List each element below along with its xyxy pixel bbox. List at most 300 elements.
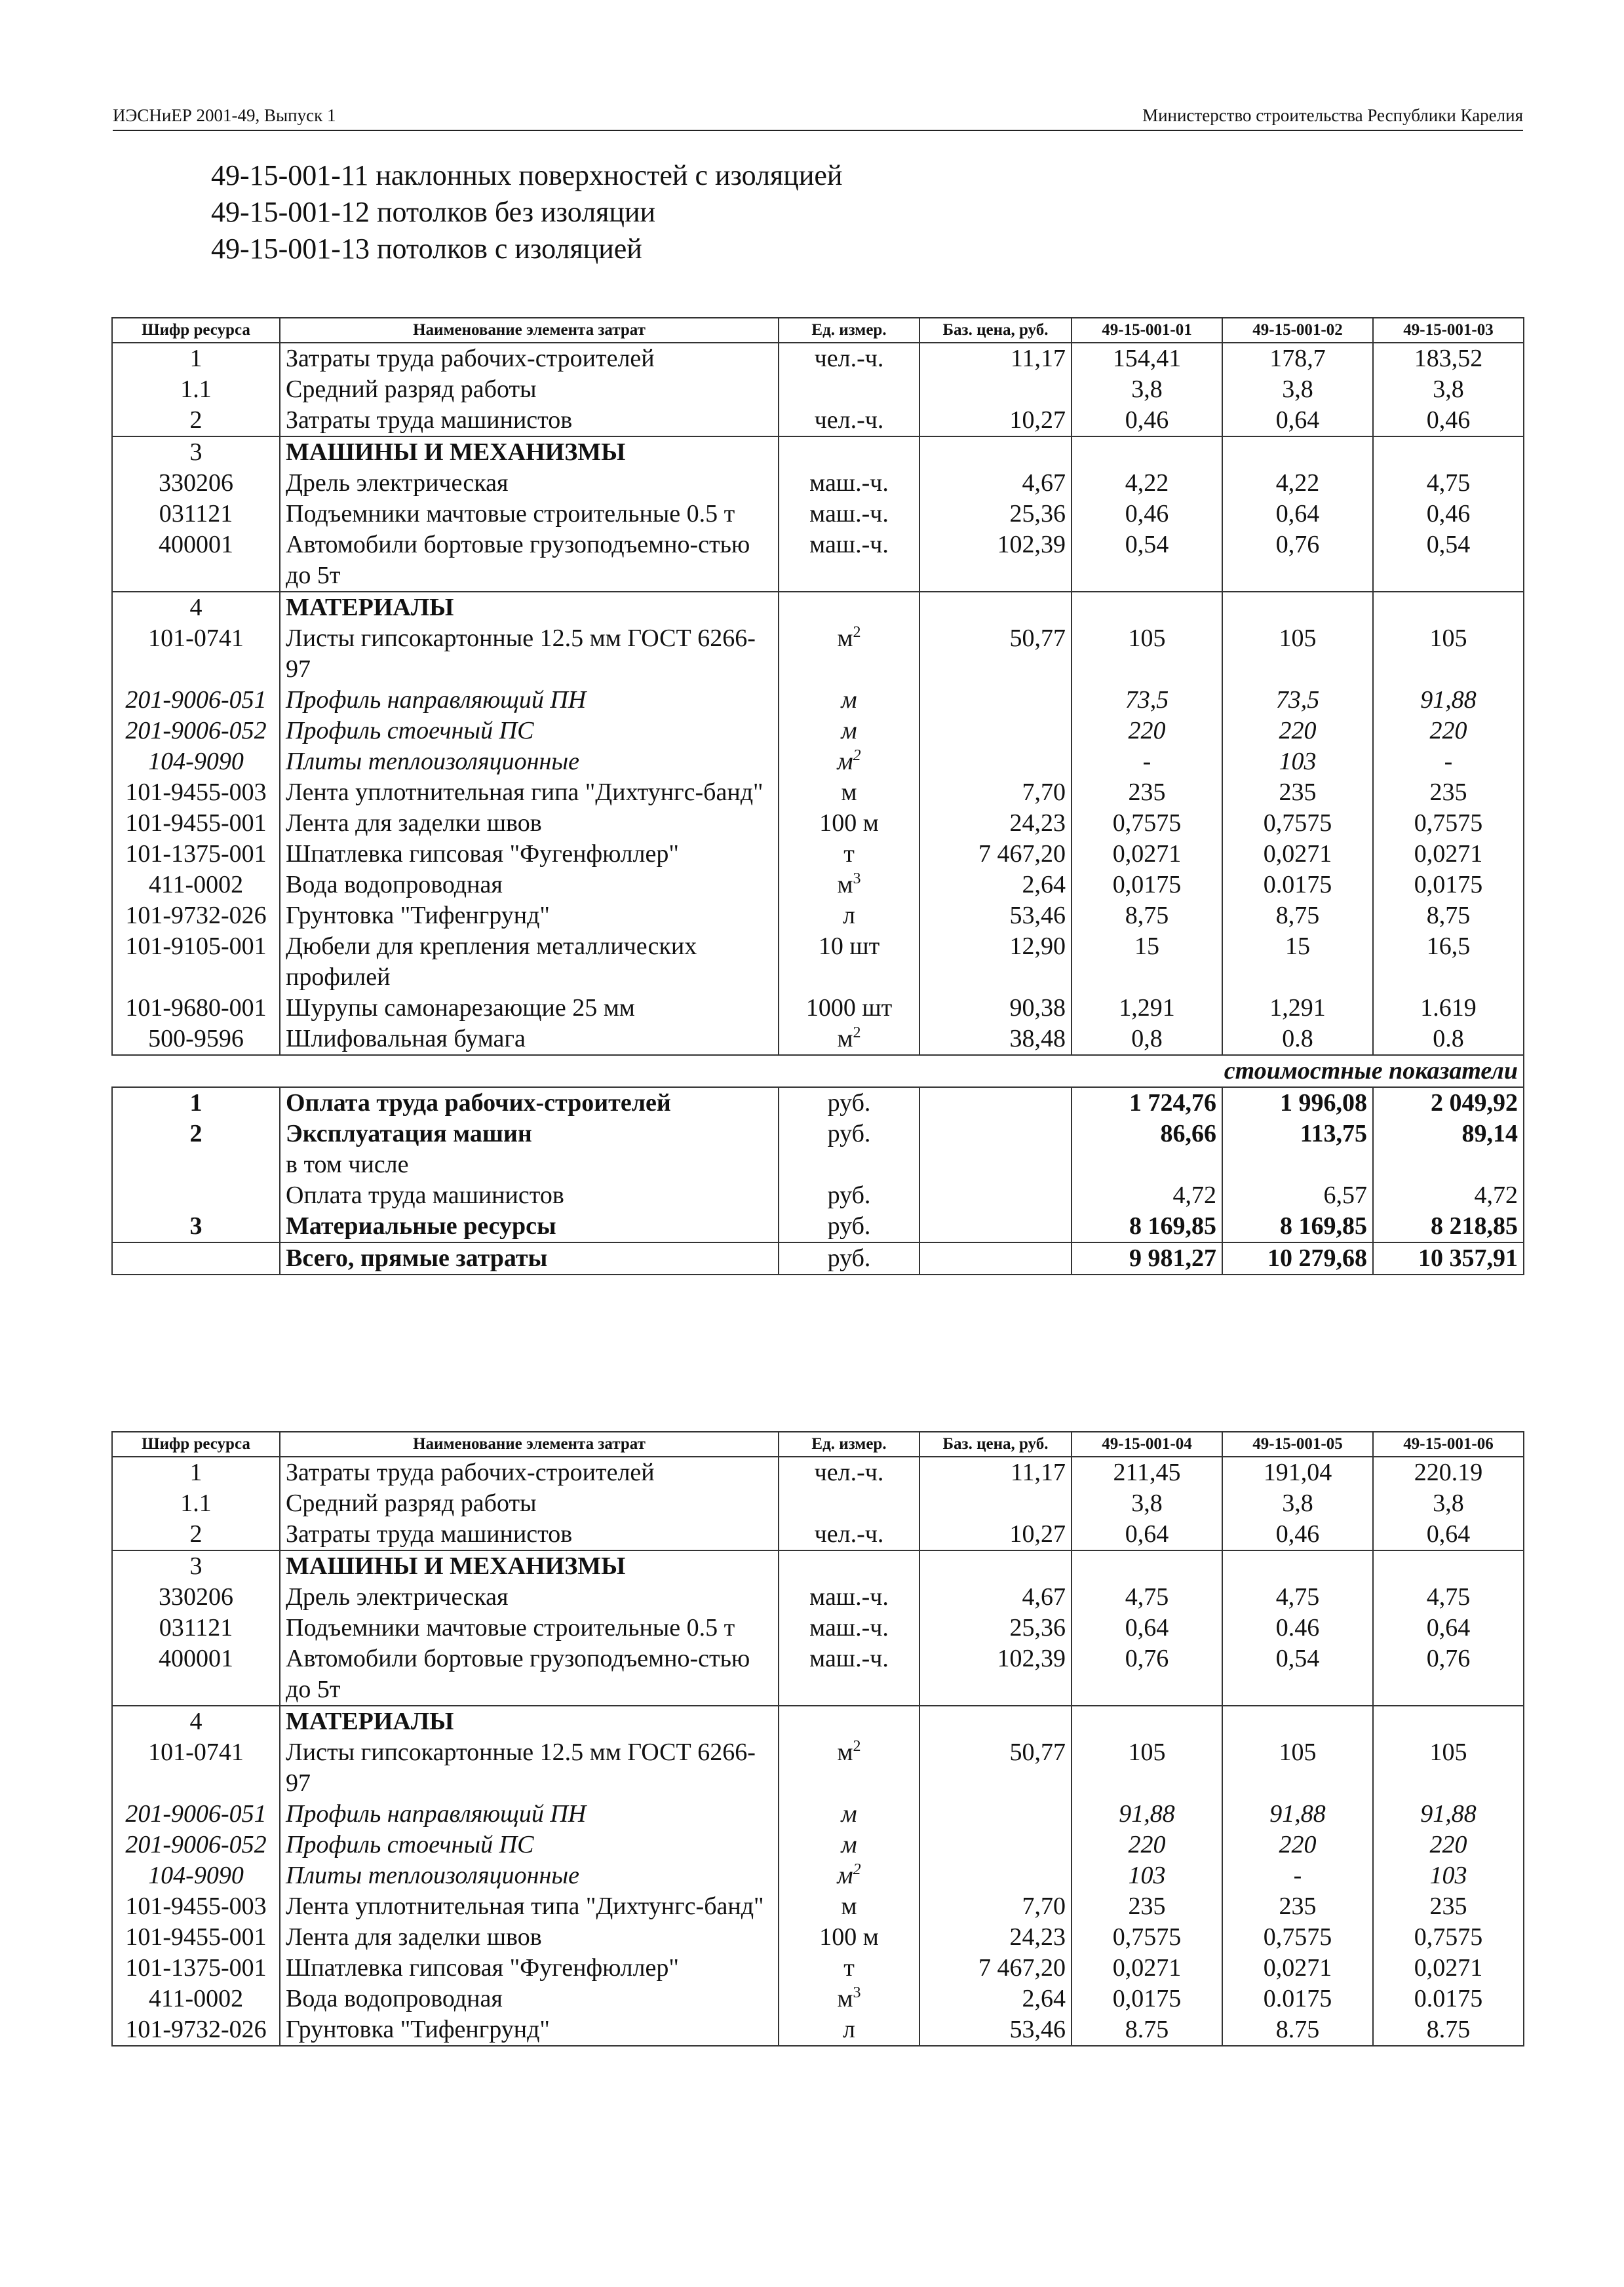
norm-value: 0,76: [1072, 1643, 1222, 1706]
table-row: [112, 1613, 1524, 1643]
cost-name: Оплата труда машинистов: [280, 1180, 779, 1211]
norm-value: 4,75: [1373, 468, 1524, 499]
resource-code: 201-9006-051: [112, 1799, 280, 1830]
resource-name: Затраты труда машинистов: [280, 405, 779, 436]
cost-name: Всего, прямые затраты: [280, 1242, 779, 1275]
title-block: [211, 157, 842, 267]
resource-name: Дрель электрическая: [280, 468, 779, 499]
resource-code: 400001: [112, 1643, 280, 1706]
resource-code: 101-9732-026: [112, 2014, 280, 2046]
norm-value: 0,7575: [1222, 1922, 1373, 1953]
unit-exponent: 2: [853, 1861, 861, 1878]
norm-value: 235: [1373, 1891, 1524, 1922]
unit-cell: [779, 1984, 919, 2014]
unit-value: маш.-ч.: [809, 1645, 889, 1672]
resource-code: 031121: [112, 1613, 280, 1643]
resource-name: Вода водопроводная: [280, 870, 779, 900]
norm-value: 15: [1072, 931, 1222, 993]
resource-name: Профиль стоечный ПС: [280, 716, 779, 746]
norm-value: 0,0271: [1072, 839, 1222, 870]
norm-value: 0,7575: [1222, 808, 1373, 839]
norm-value: 91,88: [1373, 685, 1524, 716]
base-price: 4,67: [919, 1582, 1072, 1613]
table-row: [112, 777, 1524, 808]
unit-value: т: [843, 1954, 855, 1982]
unit-value: м: [837, 871, 853, 898]
cost-value: [1373, 1149, 1524, 1180]
norm-value: 0,0271: [1373, 839, 1524, 870]
base-price: [919, 685, 1072, 716]
norm-value: 220.19: [1373, 1457, 1524, 1488]
unit-cell: [779, 343, 919, 374]
resource-code: 201-9006-052: [112, 1830, 280, 1860]
norm-value: 0,0271: [1222, 839, 1373, 870]
header-cell: Наименование элемента затрат: [280, 1432, 779, 1457]
header-right: Министерство строительства Республики Карелия: [1142, 106, 1523, 125]
resource-name: Автомобили бортовые грузоподъемно-стью до 5т: [280, 529, 779, 592]
unit-cell: [779, 870, 919, 900]
norm-value: 0,76: [1373, 1643, 1524, 1706]
base-price: 11,17: [919, 343, 1072, 374]
cost-name: в том числе: [280, 1149, 779, 1180]
cost-value: 2 049,92: [1373, 1087, 1524, 1119]
norm-value: 8.75: [1373, 2014, 1524, 2046]
table-row: [112, 1830, 1524, 1860]
resource-code: 2: [112, 405, 280, 436]
unit-cell: [779, 993, 919, 1024]
resource-name: Шпатлевка гипсовая "Фугенфюллер": [280, 1953, 779, 1984]
unit-cell: [779, 499, 919, 529]
table-row: [112, 685, 1524, 716]
resource-name: Лента для заделки швов: [280, 808, 779, 839]
base-price: 38,48: [919, 1024, 1072, 1055]
norm-value: 0,0271: [1072, 1953, 1222, 1984]
norm-value: 4,22: [1072, 468, 1222, 499]
resource-code: 4: [112, 1706, 280, 1737]
base-price: [919, 1706, 1072, 1737]
table-row: [112, 1550, 1524, 1582]
norm-value: 0,46: [1373, 405, 1524, 436]
norm-value: -: [1373, 746, 1524, 777]
norm-value: 0,0271: [1373, 1953, 1524, 1984]
norm-value: 0,7575: [1373, 1922, 1524, 1953]
cost-price-empty: [919, 1149, 1072, 1180]
resource-name: Вода водопроводная: [280, 1984, 779, 2014]
unit-cell: [779, 1737, 919, 1799]
norm-value: 103: [1072, 1860, 1222, 1891]
unit-value: м: [841, 686, 857, 714]
unit-cell: [779, 1891, 919, 1922]
unit-exponent: 2: [853, 1738, 861, 1755]
unit-value: м: [841, 1831, 857, 1858]
base-price: 7 467,20: [919, 1953, 1072, 1984]
base-price: 2,64: [919, 870, 1072, 900]
norm-value: 73,5: [1222, 685, 1373, 716]
norm-value: 0,54: [1222, 1643, 1373, 1706]
norm-value: 103: [1222, 746, 1373, 777]
title-line: 49-15-001-13 потолков с изоляцией: [211, 233, 642, 265]
norm-value: 1,291: [1072, 993, 1222, 1024]
resource-code: 2: [112, 1519, 280, 1550]
norm-value: 8,75: [1222, 900, 1373, 931]
base-price: [919, 1830, 1072, 1860]
norm-value: 0,64: [1222, 499, 1373, 529]
unit-value: м: [841, 717, 857, 744]
cost-caption-row: [112, 1055, 1524, 1087]
resource-name: Листы гипсокартонные 12.5 мм ГОСТ 6266-97: [280, 623, 779, 685]
cost-unit: руб.: [779, 1119, 919, 1149]
base-price: 11,17: [919, 1457, 1072, 1488]
cost-value: 6,57: [1222, 1180, 1373, 1211]
unit-exponent: 2: [853, 747, 861, 764]
base-price: 12,90: [919, 931, 1072, 993]
header-cell: Баз. цена, руб.: [919, 318, 1072, 343]
unit-value: чел.-ч.: [814, 406, 884, 434]
norm-value: [1373, 1550, 1524, 1582]
resource-name: Средний разряд работы: [280, 1488, 779, 1519]
cost-value: 4,72: [1072, 1180, 1222, 1211]
norm-value: 0.8: [1373, 1024, 1524, 1055]
norm-value: 220: [1373, 716, 1524, 746]
norm-value: 8.75: [1072, 2014, 1222, 2046]
norm-value: 3,8: [1072, 374, 1222, 405]
unit-value: м: [841, 1800, 857, 1828]
table-row: [112, 1488, 1524, 1519]
table-row: [112, 1737, 1524, 1799]
resource-code: 101-0741: [112, 1737, 280, 1799]
resource-code: 411-0002: [112, 1984, 280, 2014]
norm-value: 211,45: [1072, 1457, 1222, 1488]
norm-value: 0,7575: [1072, 1922, 1222, 1953]
cost-code: [112, 1242, 280, 1275]
table-row: [112, 468, 1524, 499]
norm-value: 105: [1373, 623, 1524, 685]
resource-code: 031121: [112, 499, 280, 529]
unit-value: м: [837, 1862, 853, 1889]
resource-name: Дюбели для крепления металлических профилей: [280, 931, 779, 993]
cost-value: 1 724,76: [1072, 1087, 1222, 1119]
header-cell: Ед. измер.: [779, 1432, 919, 1457]
cost-value: 10 279,68: [1222, 1242, 1373, 1275]
norm-value: 4,75: [1072, 1582, 1222, 1613]
header-cell: Шифр ресурса: [112, 1432, 280, 1457]
header-cell: 49-15-001-04: [1072, 1432, 1222, 1457]
unit-cell: [779, 1799, 919, 1830]
norm-value: 235: [1373, 777, 1524, 808]
unit-exponent: 3: [853, 870, 861, 887]
table-row: [112, 623, 1524, 685]
unit-cell: [779, 1457, 919, 1488]
norm-value: 0,0175: [1072, 870, 1222, 900]
unit-value: чел.-ч.: [814, 345, 884, 372]
base-price: 4,67: [919, 468, 1072, 499]
unit-cell: [779, 1706, 919, 1737]
resource-name: МАТЕРИАЛЫ: [280, 1706, 779, 1737]
norm-value: 178,7: [1222, 343, 1373, 374]
cost-value: 4,72: [1373, 1180, 1524, 1211]
unit-cell: [779, 1953, 919, 1984]
base-price: [919, 1860, 1072, 1891]
unit-value: м: [837, 1985, 853, 2012]
unit-value: м: [837, 1739, 853, 1766]
norm-value: 0,64: [1222, 405, 1373, 436]
unit-cell: [779, 1024, 919, 1055]
unit-cell: [779, 1582, 919, 1613]
cost-price-empty: [919, 1087, 1072, 1119]
base-price: 90,38: [919, 993, 1072, 1024]
norm-value: [1222, 1550, 1373, 1582]
norm-value: 154,41: [1072, 343, 1222, 374]
norm-value: 220: [1222, 1830, 1373, 1860]
resource-table-1: [111, 317, 1524, 1275]
unit-cell: [779, 468, 919, 499]
unit-cell: [779, 1643, 919, 1706]
unit-cell: [779, 900, 919, 931]
cost-row: [112, 1180, 1524, 1211]
base-price: 24,23: [919, 1922, 1072, 1953]
resource-name: Средний разряд работы: [280, 374, 779, 405]
unit-value: м: [837, 748, 853, 775]
resource-name: Профиль направляющий ПН: [280, 685, 779, 716]
resource-name: Грунтовка "Тифенгрунд": [280, 2014, 779, 2046]
unit-cell: [779, 685, 919, 716]
unit-exponent: 2: [853, 1024, 861, 1041]
table-row: [112, 1643, 1524, 1706]
unit-exponent: 3: [853, 1984, 861, 2001]
unit-value: 10 шт: [818, 932, 880, 960]
base-price: [919, 1488, 1072, 1519]
unit-cell: [779, 436, 919, 468]
base-price: 102,39: [919, 529, 1072, 592]
resource-code: 411-0002: [112, 870, 280, 900]
norm-value: -: [1072, 746, 1222, 777]
resource-code: 101-1375-001: [112, 1953, 280, 1984]
resource-name: Плиты теплоизоляционные: [280, 1860, 779, 1891]
norm-value: [1072, 1706, 1222, 1737]
norm-value: [1373, 1706, 1524, 1737]
resource-name: Лента для заделки швов: [280, 1922, 779, 1953]
table-row: [112, 716, 1524, 746]
norm-value: 0,0271: [1222, 1953, 1373, 1984]
table-row: [112, 2014, 1524, 2046]
resource-name: Подъемники мачтовые строительные 0.5 т: [280, 1613, 779, 1643]
cost-price-empty: [919, 1180, 1072, 1211]
base-price: [919, 746, 1072, 777]
norm-value: 8,75: [1072, 900, 1222, 931]
norm-value: 0,8: [1072, 1024, 1222, 1055]
norm-value: 4,75: [1373, 1582, 1524, 1613]
table-row: [112, 993, 1524, 1024]
norm-value: 0,76: [1222, 529, 1373, 592]
unit-value: м: [841, 778, 857, 806]
base-price: [919, 592, 1072, 623]
table-row: [112, 529, 1524, 592]
unit-value: чел.-ч.: [814, 1459, 884, 1486]
cost-value: 8 218,85: [1373, 1211, 1524, 1242]
header-cell: 49-15-001-01: [1072, 318, 1222, 343]
table-row: [112, 808, 1524, 839]
unit-value: 100 м: [819, 1923, 879, 1951]
cost-code: 2: [112, 1119, 280, 1149]
unit-cell: [779, 1488, 919, 1519]
base-price: 25,36: [919, 499, 1072, 529]
norm-value: [1222, 436, 1373, 468]
unit-value: чел.-ч.: [814, 1520, 884, 1548]
base-price: 53,46: [919, 900, 1072, 931]
resource-code: 101-9455-001: [112, 808, 280, 839]
norm-value: 1,291: [1222, 993, 1373, 1024]
norm-value: 105: [1072, 623, 1222, 685]
unit-exponent: 2: [853, 624, 861, 641]
table-row: [112, 343, 1524, 374]
norm-value: 3,8: [1373, 374, 1524, 405]
resource-name: Дрель электрическая: [280, 1582, 779, 1613]
resource-code: 104-9090: [112, 746, 280, 777]
table-row: [112, 592, 1524, 623]
resource-code: 1.1: [112, 374, 280, 405]
norm-value: 8.75: [1222, 2014, 1373, 2046]
norm-value: 0,46: [1072, 499, 1222, 529]
resource-code: 101-9105-001: [112, 931, 280, 993]
resource-name: Грунтовка "Тифенгрунд": [280, 900, 779, 931]
unit-value: т: [843, 840, 855, 868]
norm-value: 91,88: [1222, 1799, 1373, 1830]
resource-name: Плиты теплоизоляционные: [280, 746, 779, 777]
unit-value: м: [841, 1893, 857, 1920]
cost-unit: руб.: [779, 1242, 919, 1275]
cost-unit: руб.: [779, 1180, 919, 1211]
unit-value: маш.-ч.: [809, 500, 889, 528]
norm-value: 0.0175: [1222, 1984, 1373, 2014]
unit-cell: [779, 839, 919, 870]
header-left: ИЭСНиЕР 2001-49, Выпуск 1: [113, 106, 336, 125]
norm-value: 220: [1373, 1830, 1524, 1860]
base-price: [919, 716, 1072, 746]
cost-code: [112, 1180, 280, 1211]
norm-value: 0,54: [1373, 529, 1524, 592]
base-price: 7,70: [919, 1891, 1072, 1922]
table-row: [112, 1706, 1524, 1737]
table-row: [112, 405, 1524, 436]
unit-value: 1000 шт: [805, 994, 893, 1022]
cost-code: [112, 1149, 280, 1180]
resource-name: Затраты труда машинистов: [280, 1519, 779, 1550]
resource-name: Шурупы самонарезающие 25 мм: [280, 993, 779, 1024]
cost-row: [112, 1149, 1524, 1180]
norm-value: [1373, 436, 1524, 468]
resource-code: 101-0741: [112, 623, 280, 685]
norm-value: 220: [1222, 716, 1373, 746]
norm-value: [1373, 592, 1524, 623]
resource-code: 4: [112, 592, 280, 623]
resource-name: Шпатлевка гипсовая "Фугенфюллер": [280, 839, 779, 870]
cost-name: Оплата труда рабочих-строителей: [280, 1087, 779, 1119]
cost-price-empty: [919, 1211, 1072, 1242]
table-row: [112, 436, 1524, 468]
resource-table-2: [111, 1431, 1524, 2047]
norm-value: 0.0175: [1222, 870, 1373, 900]
norm-value: 3,8: [1072, 1488, 1222, 1519]
cost-value: [1222, 1149, 1373, 1180]
cost-value: 86,66: [1072, 1119, 1222, 1149]
cost-value: 10 357,91: [1373, 1242, 1524, 1275]
norm-value: 0,64: [1072, 1613, 1222, 1643]
norm-value: 91,88: [1373, 1799, 1524, 1830]
unit-cell: [779, 746, 919, 777]
cost-value: 8 169,85: [1072, 1211, 1222, 1242]
table-row: [112, 839, 1524, 870]
cost-caption: стоимостные показатели: [1072, 1055, 1524, 1087]
resource-name: МАШИНЫ И МЕХАНИЗМЫ: [280, 1550, 779, 1582]
resource-code: 201-9006-052: [112, 716, 280, 746]
unit-value: м: [837, 625, 853, 652]
base-price: [919, 436, 1072, 468]
norm-value: 103: [1373, 1860, 1524, 1891]
base-price: 7 467,20: [919, 839, 1072, 870]
table-row: [112, 1024, 1524, 1055]
norm-value: 105: [1222, 623, 1373, 685]
norm-value: [1222, 1706, 1373, 1737]
table-header-row: [112, 318, 1524, 343]
cost-unit: руб.: [779, 1087, 919, 1119]
norm-value: 235: [1072, 777, 1222, 808]
unit-cell: [779, 1830, 919, 1860]
cost-code: 1: [112, 1087, 280, 1119]
cost-price-empty: [919, 1119, 1072, 1149]
norm-value: 235: [1222, 1891, 1373, 1922]
resource-code: 1: [112, 343, 280, 374]
resource-code: 104-9090: [112, 1860, 280, 1891]
table-header-row: [112, 1432, 1524, 1457]
cost-value: 113,75: [1222, 1119, 1373, 1149]
base-price: 24,23: [919, 808, 1072, 839]
table-row: [112, 1457, 1524, 1488]
resource-name: Затраты труда рабочих-строителей: [280, 343, 779, 374]
norm-value: 0.8: [1222, 1024, 1373, 1055]
resource-name: Лента уплотнительная типа "Дихтунгс-банд": [280, 1891, 779, 1922]
cost-row: [112, 1211, 1524, 1242]
header-cell: Ед. измер.: [779, 318, 919, 343]
unit-cell: [779, 777, 919, 808]
resource-code: 101-1375-001: [112, 839, 280, 870]
header-cell: Наименование элемента затрат: [280, 318, 779, 343]
cost-row: [112, 1087, 1524, 1119]
table-row: [112, 746, 1524, 777]
norm-value: 220: [1072, 1830, 1222, 1860]
cost-price-empty: [919, 1242, 1072, 1275]
norm-value: 1.619: [1373, 993, 1524, 1024]
base-price: 2,64: [919, 1984, 1072, 2014]
resource-code: 101-9680-001: [112, 993, 280, 1024]
table-row: [112, 499, 1524, 529]
base-price: 50,77: [919, 623, 1072, 685]
resource-name: Подъемники мачтовые строительные 0.5 т: [280, 499, 779, 529]
resource-code: 3: [112, 1550, 280, 1582]
unit-cell: [779, 1550, 919, 1582]
norm-value: 3,8: [1222, 1488, 1373, 1519]
norm-value: 0,46: [1072, 405, 1222, 436]
resource-code: 101-9732-026: [112, 900, 280, 931]
cost-value: [1072, 1149, 1222, 1180]
norm-value: -: [1222, 1860, 1373, 1891]
unit-value: маш.-ч.: [809, 1614, 889, 1642]
resource-code: 1.1: [112, 1488, 280, 1519]
unit-value: м: [837, 1025, 853, 1052]
resource-name: Автомобили бортовые грузоподъемно-стью до 5т: [280, 1643, 779, 1706]
table-row: [112, 1953, 1524, 1984]
norm-value: 0,7575: [1373, 808, 1524, 839]
unit-cell: [779, 716, 919, 746]
